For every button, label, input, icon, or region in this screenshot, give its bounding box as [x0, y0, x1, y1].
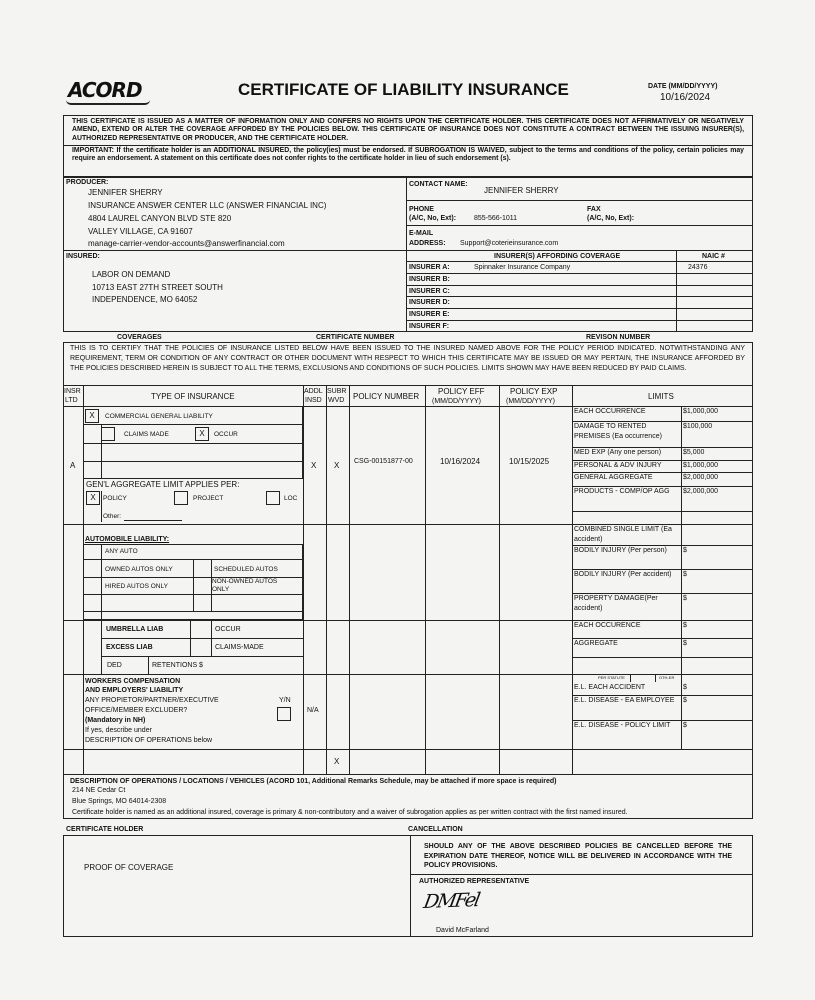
acord-logo-swoosh	[66, 100, 150, 105]
limit-value: $2,000,000	[683, 488, 719, 495]
project-checkbox[interactable]	[174, 491, 188, 505]
retentions-label: RETENTIONS $	[152, 662, 203, 669]
coverages-label: COVERAGES	[117, 334, 162, 341]
limit-label: DAMAGE TO RENTED PREMISES (Ea occurrence)	[574, 423, 662, 440]
limit-value: $	[683, 697, 687, 704]
revision-number-label: REVISON NUMBER	[586, 334, 651, 341]
col-limits: LIMITS	[648, 392, 674, 401]
limit-label: E.L. DISEASE - POLICY LIMIT	[574, 722, 671, 729]
email-value: Support@coterieinsurance.com	[460, 240, 559, 247]
insured-line: LABOR ON DEMAND	[92, 270, 171, 279]
email-label: E-MAIL	[409, 230, 434, 237]
col-policy-number: POLICY NUMBER	[353, 392, 420, 401]
insurer-label: INSURER D:	[409, 299, 450, 307]
insurer-label: INSURER A:	[409, 264, 450, 271]
col-policy-exp: POLICY EXP	[510, 387, 558, 396]
limit-value: $2,000,000	[683, 474, 719, 481]
phone-sub-label: (A/C, No, Ext):	[409, 215, 457, 222]
limit-value: $	[683, 684, 687, 691]
policy-checkbox[interactable]: X	[86, 491, 100, 505]
notice-paragraph-1: THIS CERTIFICATE IS ISSUED AS A MATTER OF INFORMATION ONLY AND CONFERS NO RIGHTS UPON THE CERTIFICATE HOLDER. THIS CERTIFICATE DOES NOT AFFIRMATIVELY OR NEGATIVELY AMEND, EXTEND OR ALTER THE COVERAGE AFFORDED BY THE POLICIES BELOW. THIS CERTIFICATE OF INSURANCE DOES NOT CONSTITUTE A CONTRACT BETWEEN THE ISSUING INSURER(S), AUTHORIZED REPRESENTATIVE OR PRODUCER, AND THE CERTIFICATE HOLDER.	[72, 118, 744, 142]
limit-label: E.L. DISEASE - EA EMPLOYEE	[574, 697, 675, 704]
limit-row-divider	[572, 657, 753, 658]
scheduled-autos-label: SCHEDULED AUTOS	[214, 566, 278, 573]
cancellation-text: SHOULD ANY OF THE ABOVE DESCRIBED POLICIES BE CANCELLED BEFORE THE EXPIRATION DATE THEREOF, NOTICE WILL BE DELIVERED IN ACCORDANCE WITH THE POLICY PROVISIONS.	[424, 843, 732, 870]
notice-paragraph-2: IMPORTANT: If the certificate holder is an ADDITIONAL INSURED, the policy(ies) must be endorsed. If SUBROGATION IS WAIVED, subject to the terms and conditions of the policy, certain policies may require an endorsement. A statement on this certificate does not confer rights to the certificate holder in lieu of such endorsement (s).	[72, 147, 744, 163]
wc-line-1: ANY PROPIETOR/PARTNER/EXECUTIVE	[85, 697, 219, 704]
insurer-name: Spinnaker Insurance Company	[474, 264, 571, 271]
fax-sub-label: (A/C, No, Ext):	[587, 215, 635, 222]
wc-na: N/A	[307, 707, 319, 714]
limit-value: $	[683, 622, 687, 629]
insurer-row-divider	[406, 285, 753, 286]
policy-label: POLICY	[103, 495, 127, 502]
page-title: CERTIFICATE OF LIABILITY INSURANCE	[238, 80, 569, 99]
holder-label: CERTIFICATE HOLDER	[66, 826, 144, 833]
wc-line-4: If yes, describe under	[85, 727, 152, 734]
limit-label: BODILY INJURY (Per accident)	[574, 571, 672, 578]
project-label: PROJECT	[193, 495, 224, 502]
insurer-row-divider	[406, 273, 753, 274]
producer-email: manage-carrier-vendor-accounts@answerfinancial.com	[88, 239, 285, 248]
limit-value: $	[683, 640, 687, 647]
col-insr: INSR	[64, 388, 81, 395]
limit-value: $100,000	[683, 423, 713, 430]
date-label: DATE (MM/DD/YYYY)	[648, 83, 718, 90]
limit-label: COMBINED SINGLE LIMIT (Ea accident)	[574, 526, 672, 543]
cgl-checkbox[interactable]: X	[85, 409, 99, 423]
umbrella-liab-label: UMBRELLA LIAB	[106, 626, 164, 633]
producer-line: JENNIFER SHERRY	[88, 188, 163, 197]
col-policy-eff-format: (MM/DD/YYYY)	[432, 398, 481, 405]
holder-name: PROOF OF COVERAGE	[84, 863, 174, 872]
gl-insurer-letter: A	[70, 461, 76, 470]
date-value: 10/16/2024	[660, 92, 711, 103]
col-policy-exp-format: (MM/DD/YYYY)	[506, 398, 555, 405]
col-policy-eff: POLICY EFF	[438, 387, 485, 396]
insurers-header: INSURER(S) AFFORDING COVERAGE	[494, 253, 621, 260]
description-line: 214 NE Cedar Ct	[72, 787, 126, 794]
wc-excluded-checkbox[interactable]	[277, 707, 291, 721]
umbrella-occur-label: OCCUR	[215, 626, 241, 633]
ded-label: DED	[107, 662, 122, 669]
insured-line: INDEPENDENCE, MO 64052	[92, 295, 198, 304]
col-insd: INSD	[305, 397, 322, 404]
hired-autos-label: HIRED AUTOS ONLY	[105, 583, 168, 590]
fax-label: FAX	[587, 206, 601, 213]
limit-label: PERSONAL & ADV INJURY	[574, 462, 662, 469]
wc-yn-label: Y/N	[279, 697, 291, 704]
col-addl: ADDL	[304, 388, 323, 395]
naic-header: NAIC #	[702, 253, 725, 260]
agg-applies-label: GEN'L AGGREGATE LIMIT APPLIES PER:	[86, 480, 240, 489]
loc-label: LOC	[284, 495, 298, 502]
producer-line: 4804 LAUREL CANYON BLVD STE 820	[88, 214, 232, 223]
limit-label: MED EXP (Any one person)	[574, 449, 662, 456]
limit-label: EACH OCCURENCE	[574, 622, 641, 629]
limit-label: E.L. EACH ACCIDENT	[574, 684, 646, 691]
producer-line: INSURANCE ANSWER CENTER LLC (ANSWER FINANCIAL INC)	[88, 201, 327, 210]
insured-line: 10713 EAST 27TH STREET SOUTH	[92, 283, 223, 292]
wc-title-2: AND EMPLOYERS' LIABILITY	[85, 687, 184, 694]
claims-made-checkbox[interactable]	[101, 427, 115, 441]
insured-label: INSURED:	[66, 253, 100, 260]
col-ltr: LTD	[65, 397, 78, 404]
contact-name: JENNIFER SHERRY	[484, 186, 559, 195]
insurer-row-divider	[406, 296, 753, 297]
producer-label: PRODUCER:	[66, 179, 109, 186]
gl-policy-eff: 10/16/2024	[440, 457, 481, 466]
limit-label: PROPERTY DAMAGE(Per accident)	[574, 595, 658, 612]
acord-logo: ACORD	[68, 78, 142, 102]
certificate-number-label: CERTIFICATE NUMBER	[316, 334, 395, 341]
wc-line-3: (Mandatory in NH)	[85, 717, 146, 724]
wc-line-5: DESCRIPTION OF OPERATIONS below	[85, 737, 213, 744]
limit-value: $	[683, 595, 687, 602]
limit-label: GENERAL AGGREGATE	[574, 474, 653, 481]
occur-checkbox[interactable]: X	[195, 427, 209, 441]
col-subr: SUBR	[327, 388, 347, 395]
limit-label: EACH OCCURRENCE	[574, 408, 646, 415]
authorized-rep-label: AUTHORIZED REPRESENTATIVE	[419, 878, 530, 885]
limit-value: $1,000,000	[683, 408, 719, 415]
col-type: TYPE OF INSURANCE	[151, 392, 235, 401]
insurer-row-divider	[406, 308, 753, 309]
owned-autos-label: OWNED AUTOS ONLY	[105, 566, 173, 573]
gl-policy-number: CSG-00151877-00	[354, 458, 413, 465]
col-wvd: WVD	[328, 397, 345, 404]
limit-value: $1,000,000	[683, 462, 719, 469]
claims-made-label: CLAIMS MADE	[124, 431, 169, 438]
gl-addl-mark: X	[311, 461, 317, 470]
insurer-row-divider	[406, 320, 753, 321]
wc-line-2: OFFICE/MEMBER EXCLUDER?	[85, 707, 188, 714]
non-owned-autos-label: NON-OWNED AUTOS ONLY	[212, 578, 278, 593]
insurer-label: INSURER E:	[409, 311, 450, 319]
auto-title: AUTOMOBILE LIABILITY:	[85, 536, 170, 543]
limit-value: $	[683, 547, 687, 554]
phone-value: 855-566-1011	[474, 215, 518, 222]
description-label: DESCRIPTION OF OPERATIONS / LOCATIONS / VEHICLES (ACORD 101, Additional Remarks Schedule, may be attached if more space is required)	[70, 778, 557, 785]
address-label: ADDRESS:	[409, 240, 446, 247]
limit-value: $	[683, 571, 687, 578]
contact-name-label: CONTACT NAME:	[409, 181, 468, 188]
wc-title-1: WORKERS COMPENSATION	[85, 678, 181, 685]
insurer-label: INSURER F:	[409, 323, 450, 330]
insurer-label: INSURER B:	[409, 275, 450, 283]
limit-label: AGGREGATE	[574, 640, 618, 647]
gl-policy-exp: 10/15/2025	[509, 457, 550, 466]
loc-checkbox[interactable]	[266, 491, 280, 505]
signature-image: DMFel	[421, 889, 481, 913]
description-line: Blue Springs, MO 64014-2308	[72, 798, 167, 805]
signer-name: David McFarland	[436, 927, 489, 934]
cgl-label: COMMERCIAL GENERAL LIABILITY	[105, 413, 213, 420]
description-note: Certificate holder is named as an additional insured, coverage is primary & non-contributory and a waiver of subrogation applies as per written contract with the first named insured.	[72, 809, 628, 816]
wc-per-statute-label: PER STATUTE	[598, 675, 625, 680]
phone-label: PHONE	[409, 206, 434, 213]
insurer-naic: 24376	[688, 264, 708, 271]
gl-subr-mark: X	[334, 461, 340, 470]
limit-value: $	[683, 722, 687, 729]
coverages-statement: THIS IS TO CERTIFY THAT THE POLICIES OF INSURANCE LISTED BELOW HAVE BEEN ISSUED TO THE INSURED NAMED ABOVE FOR THE POLICY PERIOD INDICATED. NOTWITHSTANDING ANY REQUIREMENT, TERM OR CONDITION OF ANY CONTRACT OR OTHER DOCUMENT WITH RESPECT TO WHICH THIS CERTIFICATE MAY BE ISSUED OR MAY PERTAIN, THE INSURANCE AFFORDED BY THE POLICIES DESCRIBED HEREIN IS SUBJECT TO ALL THE TERMS, EXCLUSIONS AND CONDITIONS OF SUCH POLICIES. LIMITS SHOWN MAY HAVE BEEN REDUCED BY PAID CLAIMS.	[70, 345, 745, 373]
producer-line: VALLEY VILLAGE, CA 91607	[88, 227, 193, 236]
wc-other-label: OTH-ER	[659, 675, 675, 680]
limit-row-divider	[572, 511, 753, 512]
limit-label: BODILY INJURY (Per person)	[574, 547, 667, 554]
other-label: Other:	[103, 513, 122, 520]
umbrella-claims-made-label: CLAIMS-MADE	[215, 644, 264, 651]
any-auto-label: ANY AUTO	[105, 548, 138, 555]
occur-label: OCCUR	[214, 431, 238, 438]
insurer-label: INSURER C:	[409, 287, 450, 295]
limit-label: PRODUCTS - COMP/OP AGG	[574, 488, 670, 495]
excess-liab-label: EXCESS LIAB	[106, 644, 153, 651]
extra-row-subr-mark: X	[334, 757, 340, 766]
cancellation-label: CANCELLATION	[408, 826, 463, 833]
limit-value: $5,000	[683, 449, 705, 456]
